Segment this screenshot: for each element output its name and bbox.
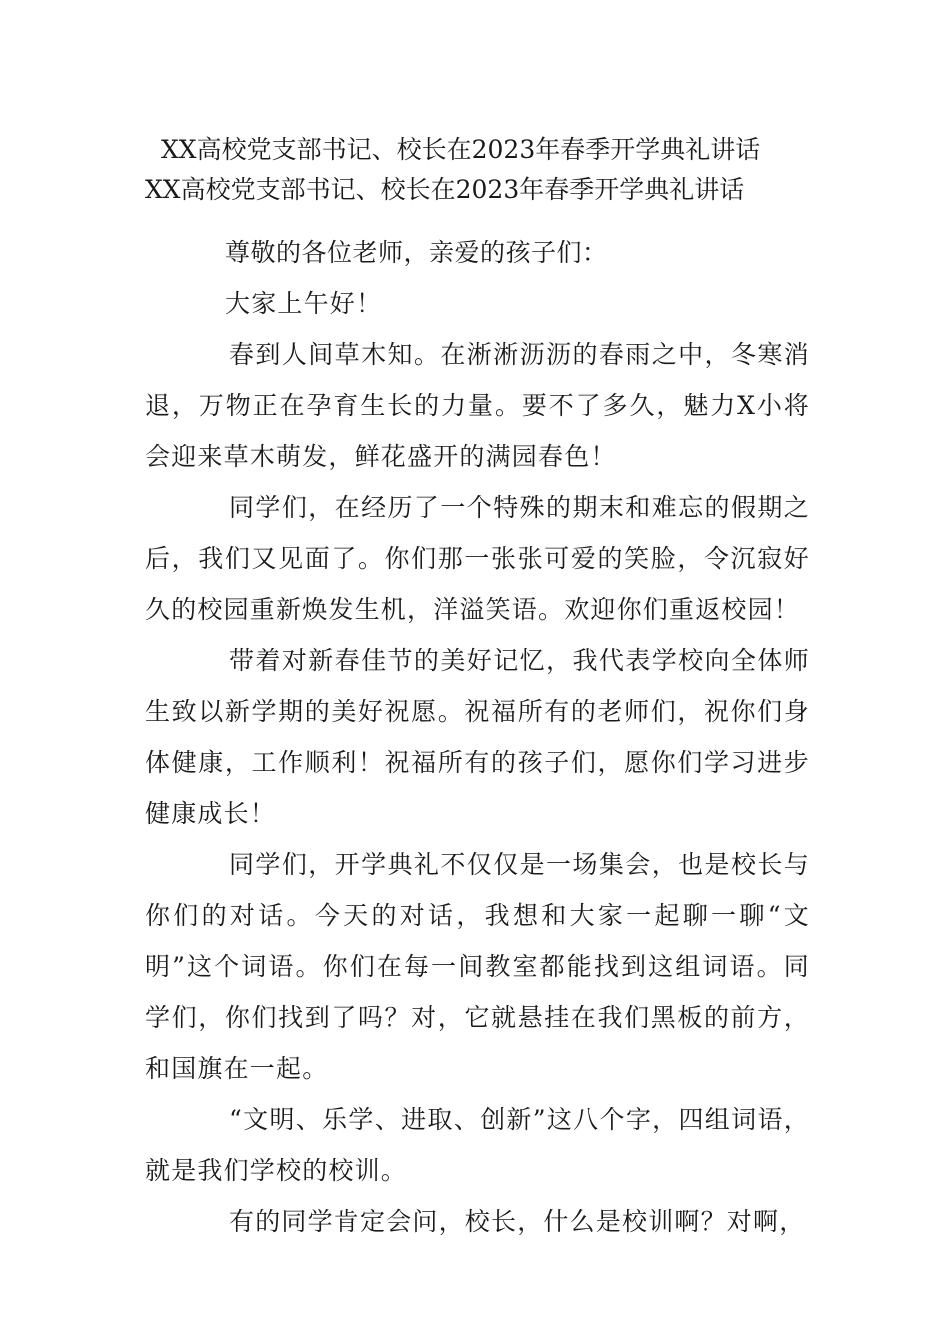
paragraph: “文明、乐学、进取、创新”这八个字，四组词语，就是我们学校的校训。 [145, 1105, 810, 1185]
document-body [145, 130, 810, 1247]
paragraph: 同学们，在经历了一个特殊的期末和难忘的假期之后，我们又见面了。你们那一张张可爱的笑脸，令沉寂好久的校园重新焕发生机，洋溢笑语。欢迎你们重返校园！ [145, 493, 810, 624]
paragraph: 带着对新春佳节的美好记忆，我代表学校向全体师生致以新学期的美好祝愿。祝福所有的老师们，祝你们身体健康，工作顺利！祝福所有的孩子们，愿你们学习进步健康成长！ [145, 646, 810, 828]
greeting: 大家上午好！ [225, 289, 383, 318]
paragraph: 同学们，开学典礼不仅仅是一场集会，也是校长与你们的对话。今天的对话，我想和大家一起聊一聊“文明”这个词语。你们在每一间教室都能找到这组词语。同学们，你们找到了吗？对，它就悬挂在我们黑板的前方，和国旗在一起。 [145, 850, 810, 1083]
paragraph: 有的同学肯定会问，校长，什么是校训啊？对啊， [229, 1207, 806, 1236]
document-title-repeat: XX高校党支部书记、校长在2023年春季开学典礼讲话 [145, 175, 745, 204]
salutation: 尊敬的各位老师，亲爱的孩子们： [225, 238, 608, 267]
paragraph: 春到人间草木知。在淅淅沥沥的春雨之中，冬寒消退，万物正在孕育生长的力量。要不了多久，魅力X小将会迎来草木萌发，鲜花盛开的满园春色！ [145, 340, 810, 471]
document-title: XX高校党支部书记、校长在2023年春季开学典礼讲话 [161, 135, 761, 164]
